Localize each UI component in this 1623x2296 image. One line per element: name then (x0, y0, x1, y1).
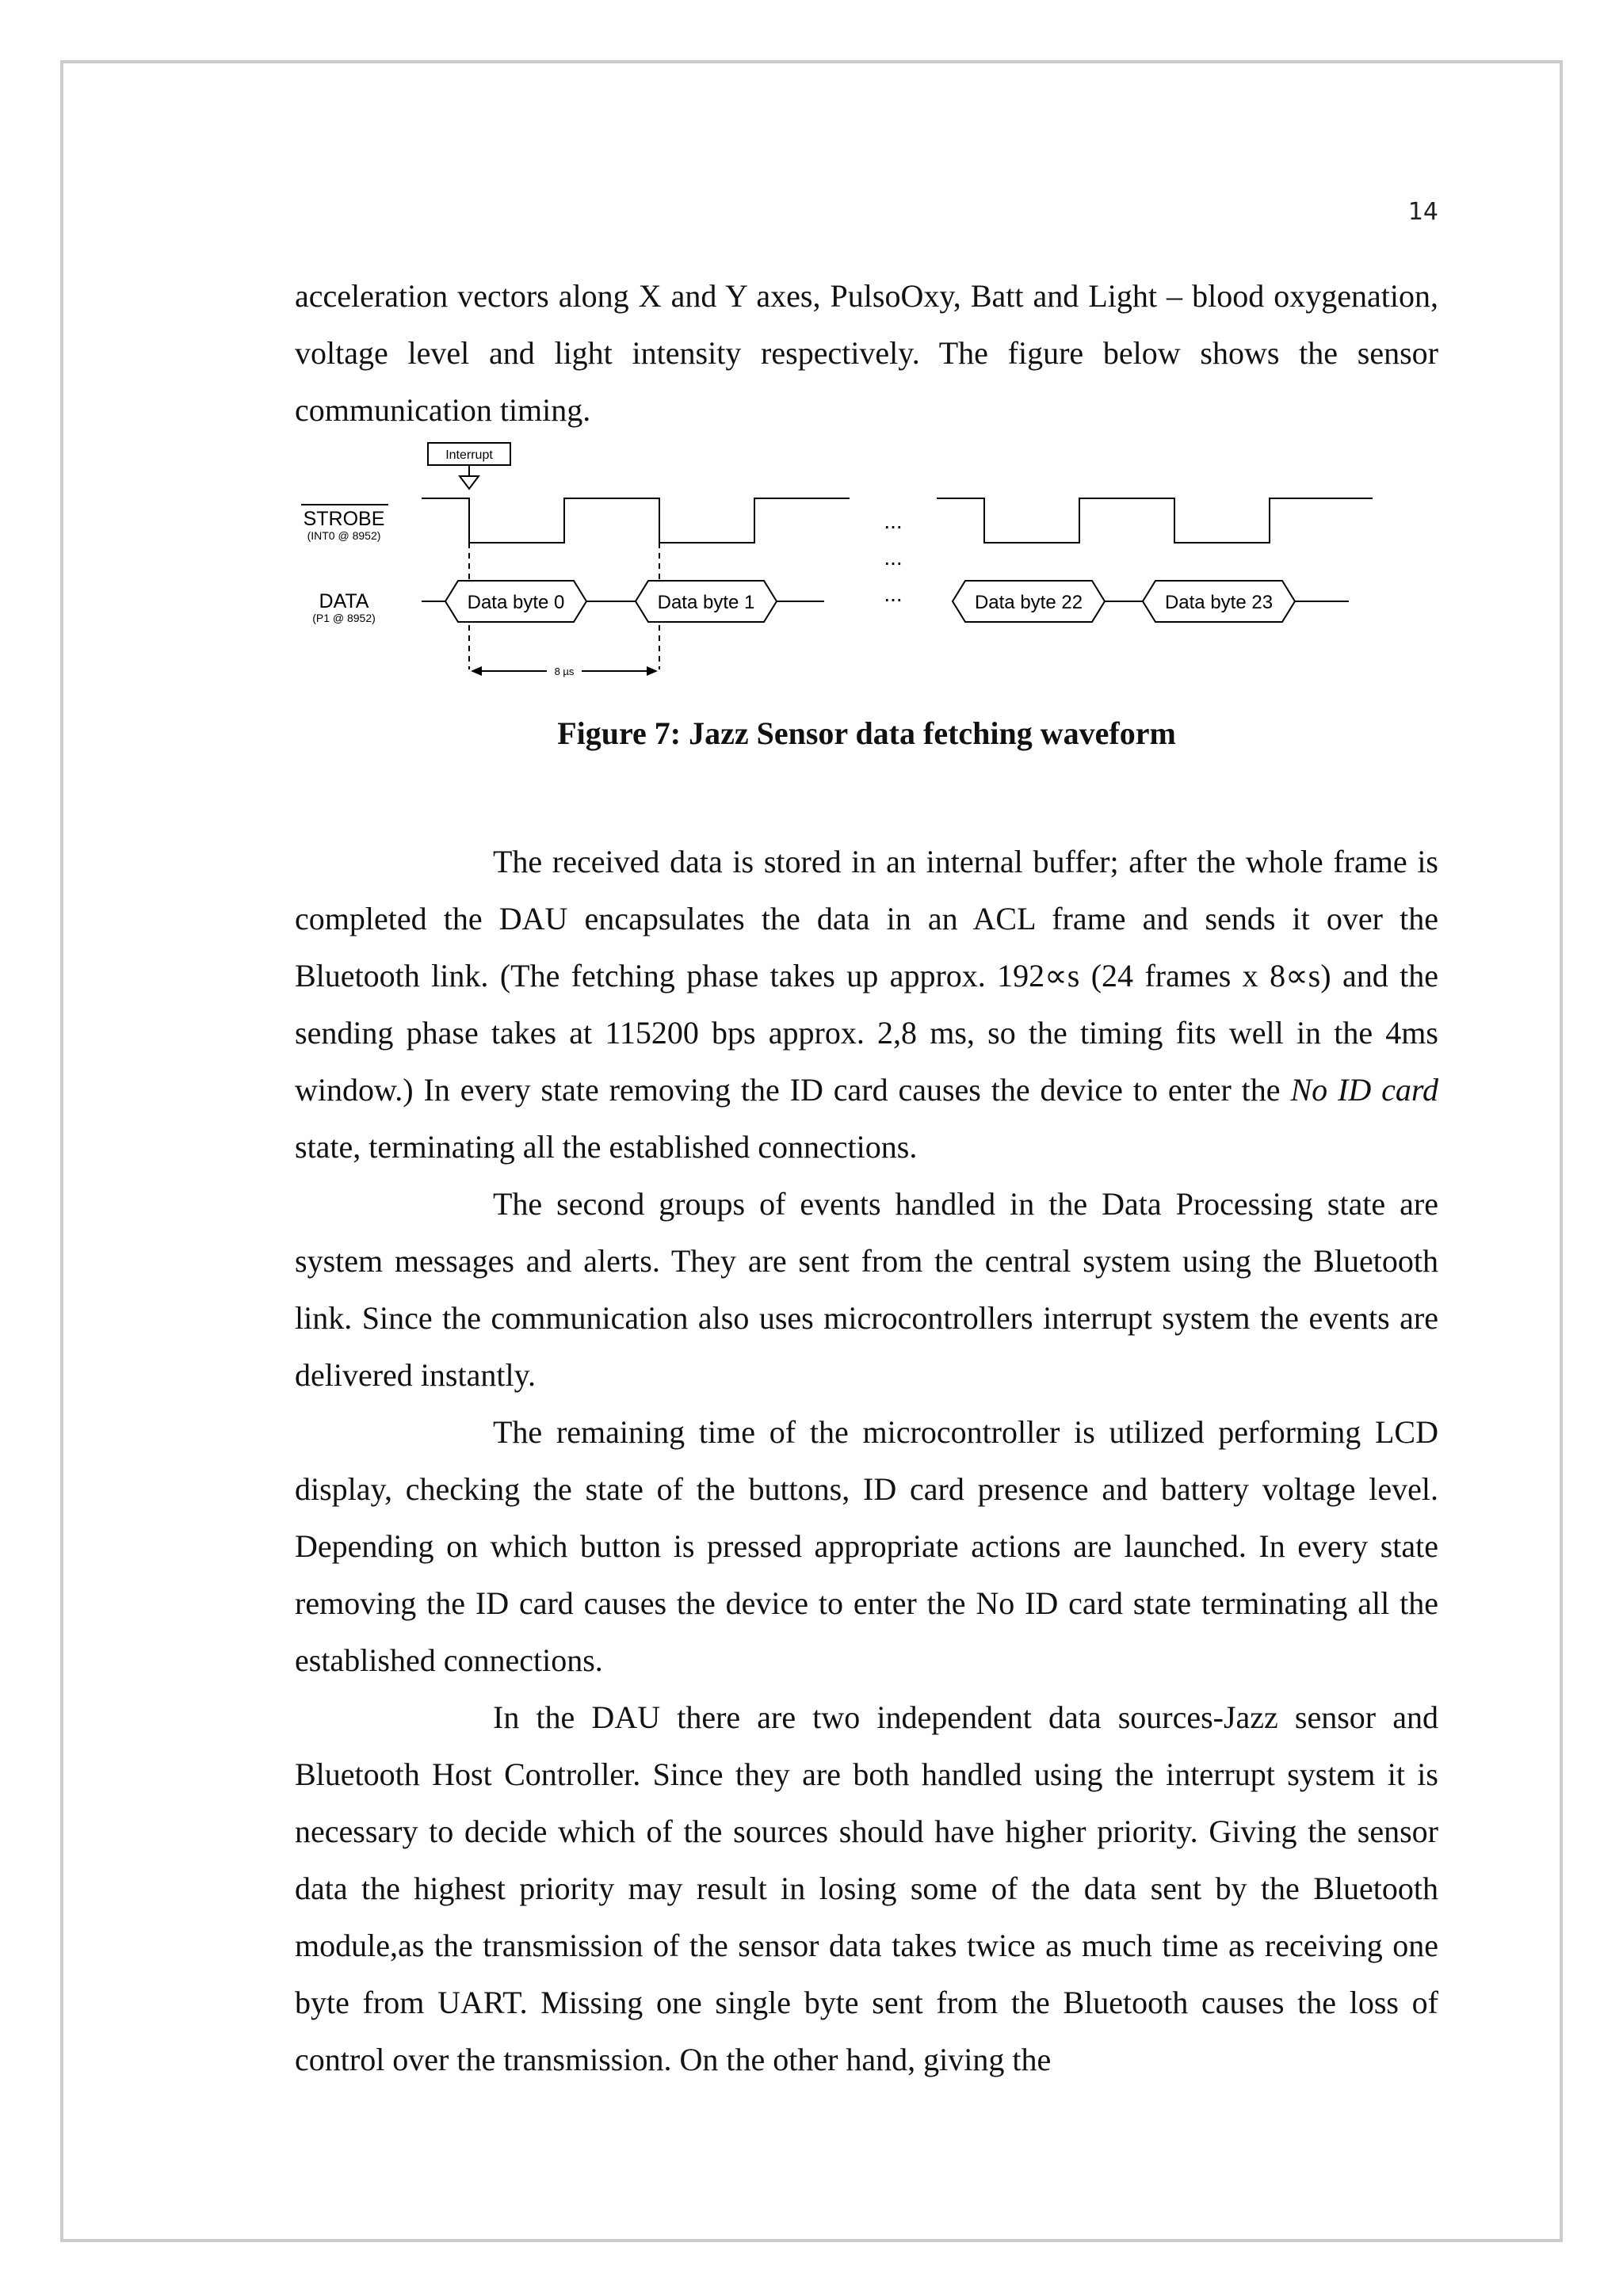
timing-arrow-head-right (647, 666, 658, 676)
paragraph-1 (295, 833, 1438, 1176)
page-number: 14 (1407, 198, 1438, 226)
paragraph-1-text-a: The received data is stored in an internal buffer; after the whole frame is completed the DAU encapsulates the data in an ACL frame and sends it over the Bluetooth link. (The fetching phase takes up approx. 192∝s (24 frames x 8∝s) and the sending phase takes at 115200 bps approx. 2,8 ms, so the timing fits well in the 4ms window.) In every state removing the ID card causes the device to enter the (295, 844, 1438, 1108)
paragraph-1-italic: No ID card (1290, 1072, 1438, 1108)
paragraph-4: In the DAU there are two independent data sources-Jazz sensor and Bluetooth Host Controller. Since they are both handled using the interrupt system it is necessary to decide which of the sources should have higher priority. Giving the sensor data the highest priority may result in losing some of the data sent by the Bluetooth module,as the transmission of the sensor data takes twice as much time as receiving one byte from UART. Missing one single byte sent from the Bluetooth causes the loss of control over the transmission. On the other hand, giving the (295, 1699, 1438, 2077)
data-label: DATA (319, 590, 369, 612)
data-sublabel: (P1 @ 8952) (312, 612, 376, 624)
strobe-waveform-right (937, 498, 1373, 543)
figure-caption: Figure 7: Jazz Sensor data fetching waveform (557, 715, 1176, 751)
ellipsis-3: ... (884, 582, 903, 606)
strobe-waveform-left (422, 498, 850, 543)
interrupt-arrow (460, 465, 479, 489)
data-byte-22-label: Data byte 22 (974, 592, 1083, 613)
interrupt-label: Interrupt (445, 448, 493, 462)
paragraph-1-text-b: state, terminating all the established connections. (295, 1129, 918, 1165)
waveform-diagram (295, 440, 1373, 693)
timing-arrow-head-left (471, 666, 482, 676)
ellipsis-2: ... (884, 545, 903, 570)
intro-paragraph (295, 268, 1438, 439)
paragraph-2: The second groups of events handled in the Data Processing state are system messages and alerts. They are sent from the central system using the Bluetooth link. Since the communication also uses microcontrollers interrupt system the events are delivered instantly. (295, 1186, 1438, 1393)
strobe-label: STROBE (303, 508, 385, 530)
paragraph-3: The remaining time of the microcontroller is utilized performing LCD display, checking the state of the buttons, ID card presence and battery voltage level. Depending on which button is pressed appropriate actions are launched. In every state removing the ID card causes the device to enter the No ID card state terminating all the established connections. (295, 1414, 1438, 1678)
data-byte-0-label: Data byte 0 (467, 592, 565, 613)
ellipsis-1: ... (884, 509, 903, 533)
intro-text: acceleration vectors along X and Y axes, PulsoOxy, Batt and Light – blood oxygenation, voltage level and light intensity respectively. The figure below shows the sensor communication timing. (295, 278, 1438, 428)
strobe-sublabel: (INT0 @ 8952) (307, 529, 381, 542)
body-text (295, 833, 1438, 2088)
timing-label: 8 µs (554, 666, 575, 677)
data-byte-1-label: Data byte 1 (657, 592, 755, 613)
data-byte-23-label: Data byte 23 (1164, 592, 1274, 613)
